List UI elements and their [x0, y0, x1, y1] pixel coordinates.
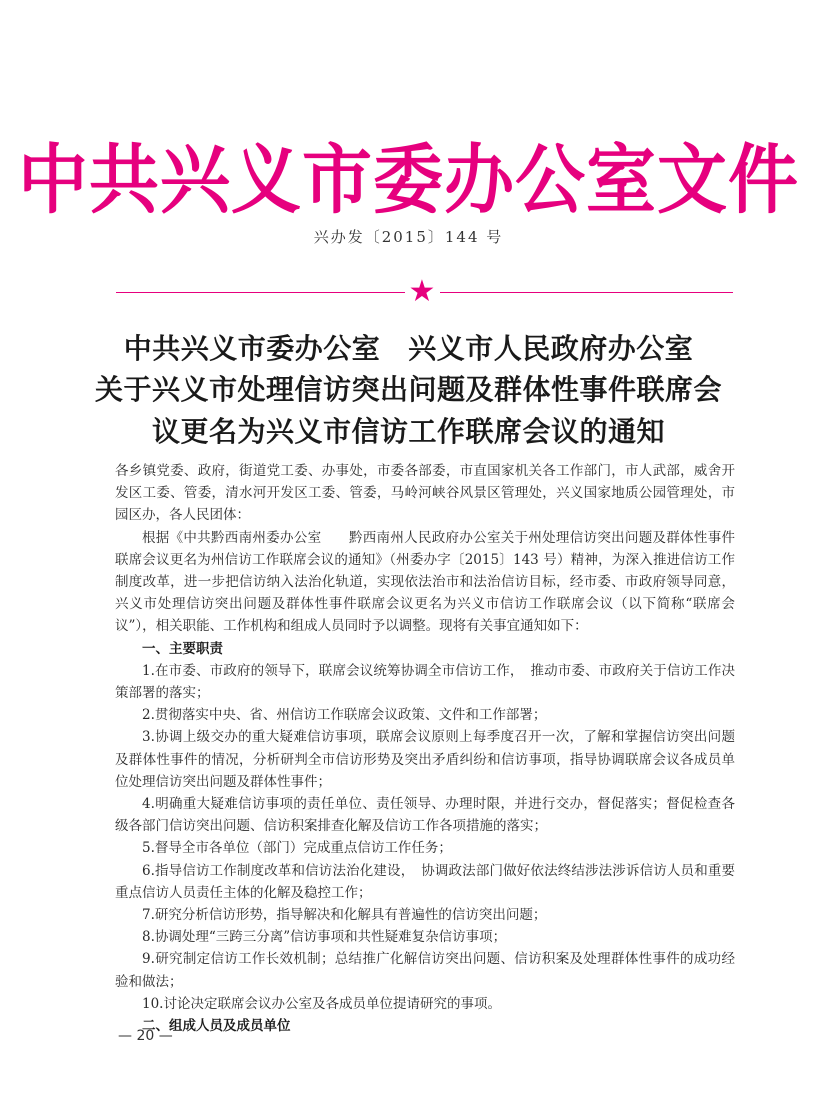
recipients-paragraph: 各乡镇党委、政府，街道党工委、办事处，市委各部委，市直国家机关各工作部门，市人武部，威舍开发区工委、管委，清水河开发区工委、管委，马岭河峡谷风景区管理处，兴义国家地质公园管理处，市园区办，各人民团体： — [115, 463, 735, 524]
red-star-icon: ★ — [408, 274, 436, 309]
duty-item: 9.研究制定信访工作长效机制；总结推广化解信访突出问题、信访积案及处理群体性事件的成功经验和做法； — [115, 951, 735, 990]
issuer-government-office: 兴义市人民政府办公室 — [408, 332, 694, 365]
duty-item: 6.指导信访工作制度改革和信访法治化建设， 协调政法部门做好依法终结涉法涉诉信访人员和重要重点信访人员责任主体的化解及稳控工作； — [115, 862, 735, 901]
masthead-title: 中共兴义市委办公室文件 — [18, 134, 799, 225]
page-number: — 20 — — [118, 1028, 173, 1044]
duty-item: 8.协调处理“三跨三分离”信访事项和共性疑难复杂信访事项； — [142, 929, 507, 946]
title-line-3: 议更名为兴义市信访工作联席会议的通知 — [151, 415, 665, 448]
section-heading-members: 二、组成人员及成员单位 — [142, 1018, 291, 1035]
duty-item: 1.在市委、市政府的领导下，联席会议统筹协调全市信访工作， 推动市委、市政府关于信访工作决策部署的落实； — [115, 662, 735, 702]
title-line-2: 关于兴义市处理信访突出问题及群体性事件联席会 — [94, 373, 722, 406]
duty-item: 10.讨论决定联席会议办公室及各成员单位提请研究的事项。 — [142, 995, 501, 1012]
duty-item: 2.贯彻落实中央、省、州信访工作联席会议政策、文件和工作部署； — [142, 707, 547, 724]
document-number: 兴办发〔2015〕144 号 — [313, 228, 504, 246]
section-heading-duties: 一、主要职责 — [142, 640, 223, 657]
intro-paragraph: 根据《中共黔西南州委办公室 黔西南州人民政府办公室关于州处理信访突出问题及群体性事件联席会议更名为州信访工作联席会议的通知》（州委办字〔2015〕143 号）精神，为深入推进信访工作制度改革，进一步把信访纳入法治化轨道，实现依法治市和法治信访目标，经市委、市政府领导同意，兴义市处理信访突出问题及群体性事件联席会议更名为兴义市信访工作联席会议（以下简称“联席会议”），相关职能、工作机构和组成人员同时予以调整。现将有关事宜通知如下： — [115, 529, 735, 635]
issuer-party-office: 中共兴义市委办公室 — [123, 332, 381, 365]
title-line-1 — [0, 327, 817, 367]
duty-item: 7.研究分析信访形势，指导解决和化解具有普遍性的信访突出问题； — [142, 907, 547, 924]
red-divider-right — [440, 292, 733, 293]
duty-item: 5.督导全市各单位（部门）完成重点信访工作任务； — [142, 840, 452, 857]
duty-item: 4.明确重大疑难信访事项的责任单位、责任领导、办理时限，并进行交办，督促落实；督促检查各级各部门信访突出问题、信访积案排查化解及信访工作各项措施的落实； — [115, 796, 735, 835]
duty-item: 3.协调上级交办的重大疑难信访事项，联席会议原则上每季度召开一次，了解和掌握信访突出问题及群体性事件的情况，分析研判全市信访形势及突出矛盾纠纷和信访事项，指导协调联席会议各成员单位处理信访突出问题及群体性事件； — [115, 729, 735, 790]
red-divider-left — [116, 292, 405, 293]
document-body — [115, 460, 735, 1037]
